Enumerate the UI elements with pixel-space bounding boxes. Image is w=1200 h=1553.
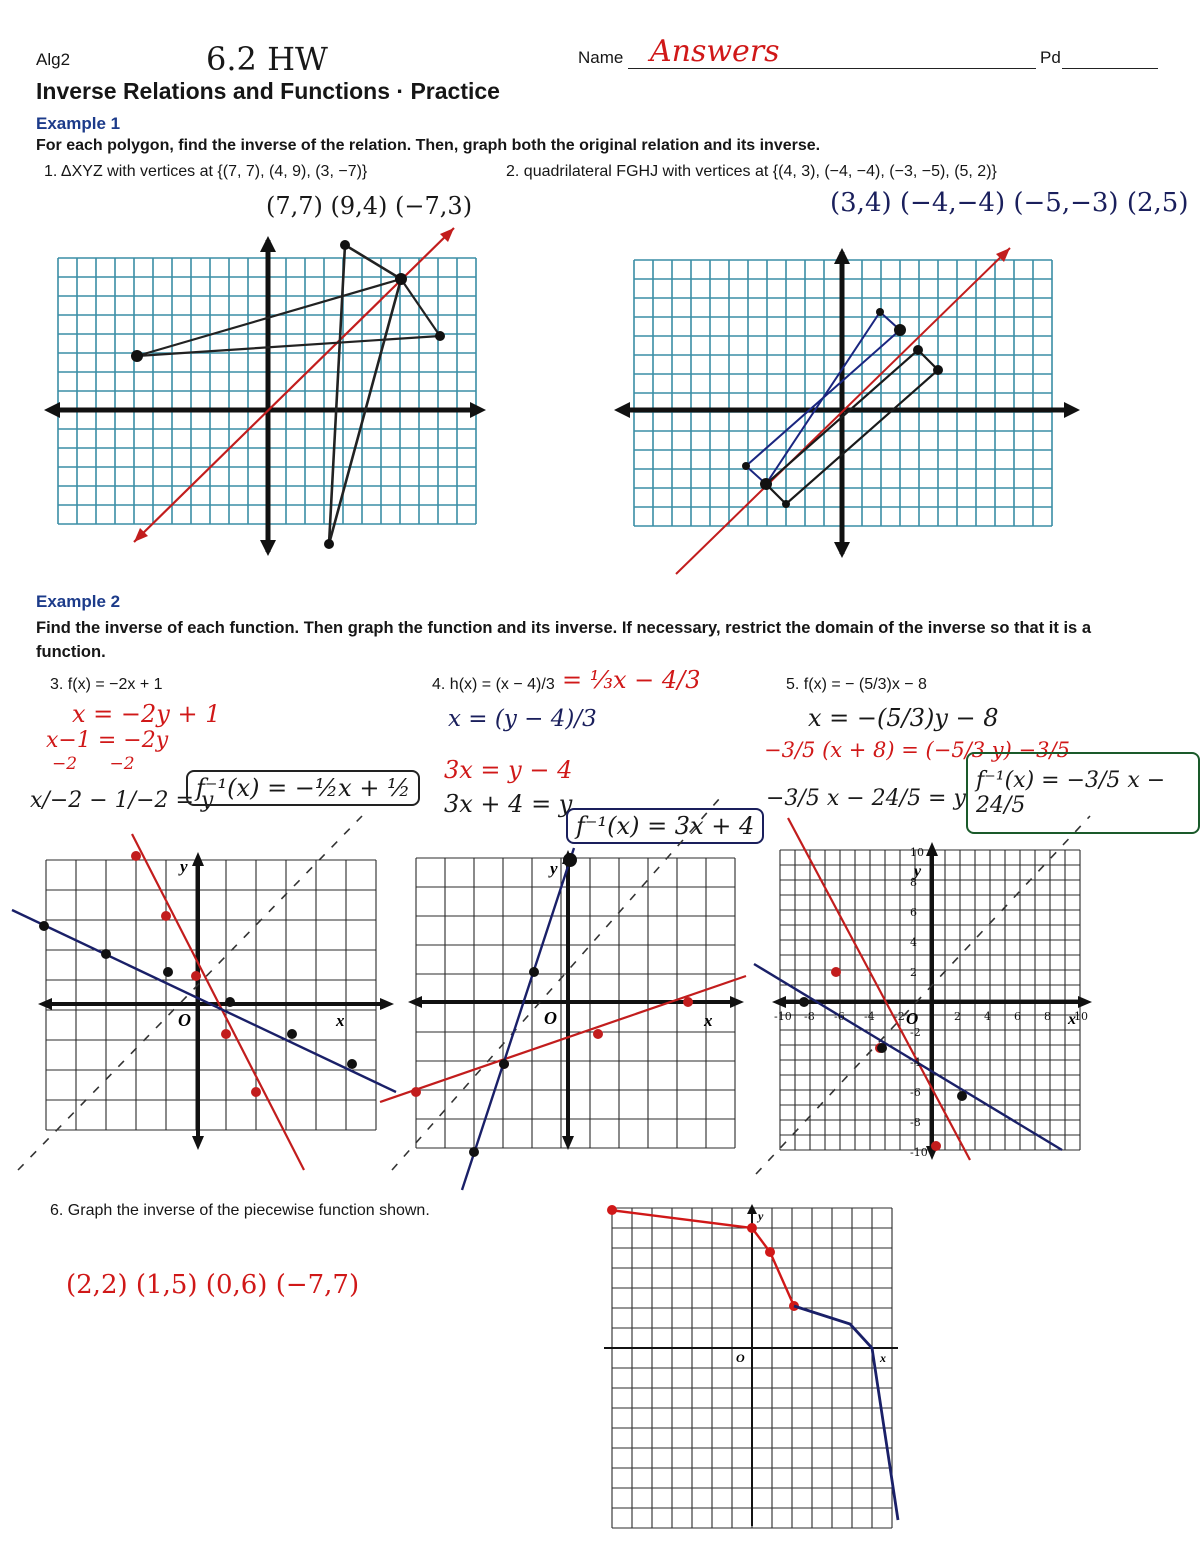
g5-ytick: -4 xyxy=(910,1056,921,1069)
problem2-answer: (3,4) (−4,−4) (−5,−3) (2,5) xyxy=(830,188,1189,218)
g4-y-label: y xyxy=(550,859,558,878)
example2-instructions: Find the inverse of each function. Then graph the function and its inverse. If necessary, restrict the domain of the inverse so that it is a function. xyxy=(36,619,1091,661)
p3-work-2: x−1 = −2y xyxy=(46,728,169,753)
g6-x-label: x xyxy=(880,1351,886,1365)
problem1-text: 1. ΔXYZ with vertices at {(7, 7), (4, 9), (3, −7)} xyxy=(44,163,368,180)
p5-work-1: x = −(5/3)y − 8 xyxy=(808,704,999,732)
example1-heading: Example 1 xyxy=(36,114,121,133)
graph-problem1 xyxy=(40,236,490,556)
problem6-text: 6. Graph the inverse of the piecewise function shown. xyxy=(50,1202,430,1219)
p3-answer: f⁻¹(x) = −½x + ½ xyxy=(186,770,420,806)
g5-xtick: -6 xyxy=(834,1010,845,1023)
g5-xtick: 6 xyxy=(1014,1010,1021,1023)
g4-origin: O xyxy=(544,1008,557,1028)
p3-work-1: x = −2y + 1 xyxy=(72,700,221,728)
course-label: Alg2 xyxy=(36,50,71,69)
example2-heading: Example 2 xyxy=(36,592,121,611)
name-label: Name xyxy=(578,48,624,67)
example1-instructions: For each polygon, find the inverse of the relation. Then, graph both the original relation and its inverse. xyxy=(36,137,821,154)
problem2-text: 2. quadrilateral FGHJ with vertices at {(4, 3), (−4, −4), (−3, −5), (5, 2)} xyxy=(506,163,997,180)
g5-xtick: -10 xyxy=(774,1010,792,1023)
p3-work-3: −2 −2 xyxy=(52,754,135,774)
graph-problem5 xyxy=(750,820,1110,1190)
g5-xtick: 10 xyxy=(1074,1010,1088,1023)
p4-work-1: = ⅓x − 4/3 xyxy=(562,666,701,694)
p4-work-4: 3x + 4 = y xyxy=(444,790,573,818)
g5-xtick: 8 xyxy=(1044,1010,1051,1023)
g5-ytick: -6 xyxy=(910,1086,921,1099)
p6-answer: (2,2) (1,5) (0,6) (−7,7) xyxy=(66,1270,360,1300)
p4-work-2: x = (y − 4)/3 xyxy=(448,706,597,732)
g5-ytick: 2 xyxy=(910,966,917,979)
g5-ytick: 8 xyxy=(910,876,917,889)
g3-origin: O xyxy=(178,1010,191,1030)
g3-x-label: x xyxy=(336,1011,345,1030)
g5-y-label: y xyxy=(914,863,922,880)
g5-xtick: -8 xyxy=(804,1010,815,1023)
graph-problem6 xyxy=(604,1200,900,1530)
p4-answer: f⁻¹(x) = 3x + 4 xyxy=(566,808,764,844)
g5-xtick: -4 xyxy=(864,1010,875,1023)
problem4-text: 4. h(x) = (x − 4)/3 xyxy=(432,676,555,693)
g5-xtick: 4 xyxy=(984,1010,991,1023)
hw-label: 6.2 HW xyxy=(206,40,328,78)
g5-xtick: -2 xyxy=(894,1010,905,1023)
pd-line xyxy=(1062,68,1158,69)
p5-work-3: −3/5 x − 24/5 = y xyxy=(766,786,966,811)
graph-problem4 xyxy=(382,820,762,1190)
problem5-text: 5. f(x) = − (5/3)x − 8 xyxy=(786,676,927,693)
g5-ytick: -8 xyxy=(910,1116,921,1129)
p4-work-3: 3x = y − 4 xyxy=(444,756,573,784)
p5-answer: f⁻¹(x) = −3/5 x − 24/5 xyxy=(966,752,1200,834)
g6-y-label: y xyxy=(758,1209,764,1223)
g5-x-label: x xyxy=(1068,1011,1076,1028)
p5-work-2: −3/5 (x + 8) = (−5/3 y) −3/5 xyxy=(764,738,1070,762)
p3-work-4: x/−2 − 1/−2 = y xyxy=(30,788,214,813)
g5-ytick: -2 xyxy=(910,1026,921,1039)
name-value: Answers xyxy=(650,34,780,69)
g6-origin: O xyxy=(736,1351,745,1365)
g5-ytick: 10 xyxy=(910,846,924,859)
problem1-answer: (7,7) (9,4) (−7,3) xyxy=(266,192,473,220)
g4-x-label: x xyxy=(704,1011,713,1030)
graph-problem3 xyxy=(10,820,402,1182)
g5-ytick: 6 xyxy=(910,906,917,919)
pd-label: Pd xyxy=(1040,48,1061,67)
g5-xtick: 2 xyxy=(954,1010,961,1023)
g5-origin: O xyxy=(906,1009,919,1028)
g5-ytick: 4 xyxy=(910,936,917,949)
g5-ytick: -10 xyxy=(910,1146,928,1159)
graph-problem2 xyxy=(612,248,1082,558)
g3-y-label: y xyxy=(180,857,188,876)
page-title: Inverse Relations and Functions · Practice xyxy=(36,78,500,104)
problem3-text: 3. f(x) = −2x + 1 xyxy=(50,676,163,693)
